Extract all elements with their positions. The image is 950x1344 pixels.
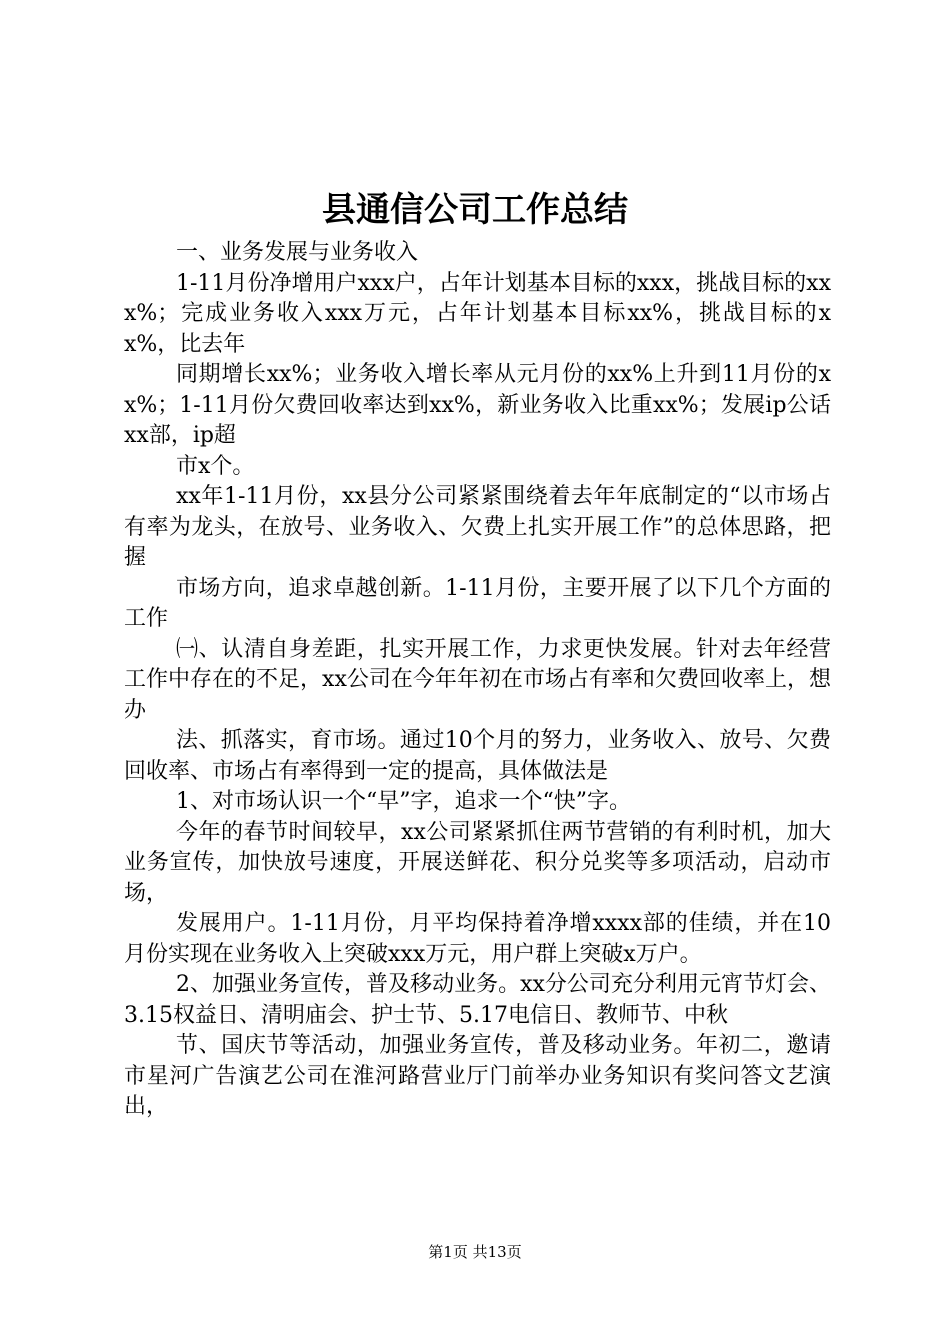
document-body — [124, 238, 831, 1123]
paragraph-12: 2、加强业务宣传，普及移动业务。xx分公司充分利用元宵节灯会、3.15权益日、清明庙会、护士节、5.17电信日、教师节、中秋 — [124, 972, 831, 1028]
paragraph-1: 一、业务发展与业务收入 — [176, 240, 419, 265]
paragraph-3: 同期增长xx%；业务收入增长率从元月份的xx%上升到11月份的xx%；1-11月份欠费回收率达到xx%，新业务收入比重xx%；发展ip公话xx部，ip超 — [124, 362, 831, 448]
document-title: 县通信公司工作总结 — [322, 190, 628, 230]
paragraph-5: xx年1-11月份，xx县分公司紧紧围绕着去年年底制定的“以市场占有率为龙头，在放号、业务收入、欠费上扎实开展工作”的总体思路，把握 — [124, 484, 831, 570]
paragraph-4: 市x个。 — [176, 453, 255, 479]
paragraph-6: 市场方向，追求卓越创新。1-11月份，主要开展了以下几个方面的工作 — [124, 575, 831, 631]
paragraph-9: 1、对市场认识一个“早”字，追求一个“快”字。 — [176, 789, 631, 814]
paragraph-2: 1-11月份净增用户xxx户，占年计划基本目标的xxx，挑战目标的xxx%；完成业务收入xxx万元，占年计划基本目标xx%，挑战目标的xx%，比去年 — [124, 270, 831, 357]
paragraph-13: 节、国庆节等活动，加强业务宣传，普及移动业务。年初二，邀请市星河广告演艺公司在淮河路营业厅门前举办业务知识有奖问答文艺演出， — [124, 1033, 831, 1119]
paragraph-8: 法、抓落实，育市场。通过10个月的努力，业务收入、放号、欠费回收率、市场占有率得到一定的提高，具体做法是 — [124, 728, 831, 784]
paragraph-7: ㈠、认清自身差距，扎实开展工作，力求更快发展。针对去年经营工作中存在的不足，xx公司在今年年初在市场占有率和欠费回收率上，想办 — [124, 636, 831, 723]
page-footer: 第1页 共13页 — [428, 1243, 522, 1261]
paragraph-10: 今年的春节时间较早，xx公司紧紧抓住两节营销的有利时机，加大业务宣传，加快放号速度，开展送鲜花、积分兑奖等多项活动，启动市场， — [124, 819, 831, 906]
paragraph-11: 发展用户。1-11月份，月平均保持着净增xxxx部的佳绩，并在10月份实现在业务收入上突破xxx万元，用户群上突破x万户。 — [124, 911, 831, 967]
